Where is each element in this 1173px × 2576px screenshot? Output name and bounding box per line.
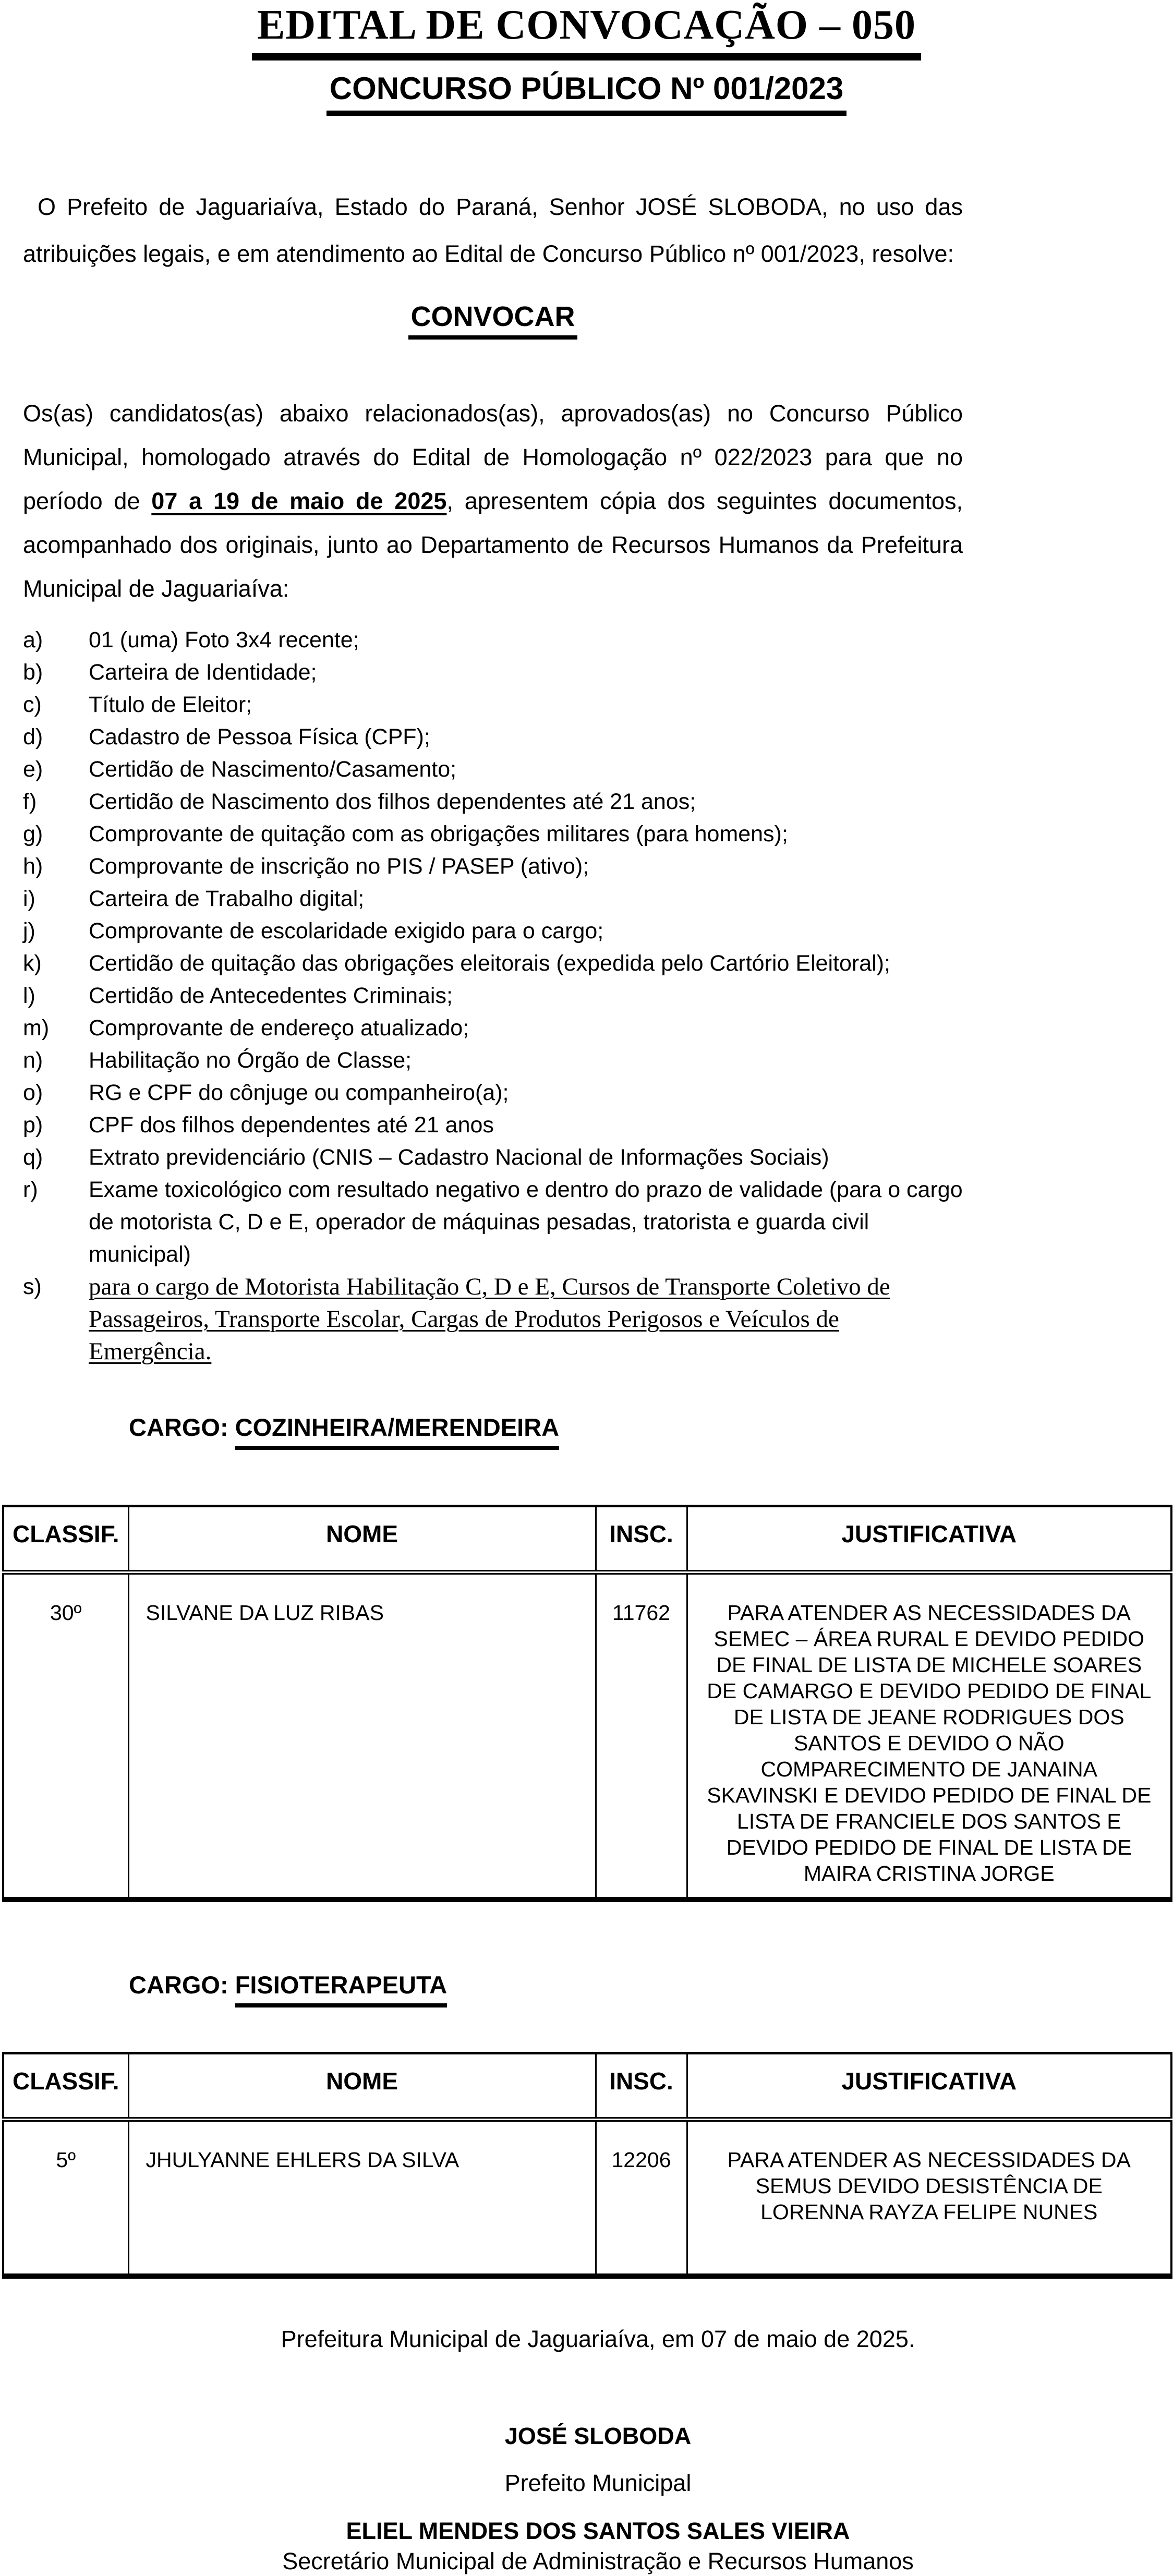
item-text: Certidão de Nascimento/Casamento;: [89, 757, 457, 782]
header-justificativa: JUSTIFICATIVA: [687, 1506, 1171, 1573]
item-marker: e): [23, 757, 43, 782]
body-paragraph-before: Os(as) candidatos(as) abaixo relacionados(as), aprovados(as) no Concurso Público Municipal, homologado através do Edital de Homologação nº 022/2023 para que no período de: [23, 400, 963, 514]
cargo-heading-cozinheira: [129, 1412, 1173, 1450]
item-text: Certidão de Antecedentes Criminais;: [89, 983, 453, 1008]
list-item-o: [23, 1077, 963, 1109]
item-marker: g): [23, 821, 43, 846]
document-title: EDITAL DE CONVOCAÇÃO – 050: [252, 4, 921, 61]
list-item-b: [23, 656, 963, 688]
cell-nome: SILVANE DA LUZ RIBAS: [128, 1573, 596, 1900]
list-item-n: [23, 1044, 963, 1077]
closing-date-line: Prefeitura Municipal de Jaguariaíva, em 07 de maio de 2025.: [281, 2325, 915, 2352]
list-item-a: [23, 624, 963, 656]
cargo-name: COZINHEIRA/MERENDEIRA: [235, 1412, 559, 1450]
item-text: Comprovante de inscrição no PIS / PASEP (ativo);: [89, 854, 589, 879]
intro-paragraph: O Prefeito de Jaguariaíva, Estado do Paraná, Senhor JOSÉ SLOBODA, no uso das atribuições legais, e em atendimento ao Edital de Concurso Público nº 001/2023, resolve:: [23, 193, 963, 267]
item-marker: i): [23, 886, 35, 911]
table-header-row: [3, 2053, 1171, 2120]
item-text: Carteira de Trabalho digital;: [89, 886, 365, 911]
list-item-k: [23, 947, 963, 979]
item-text: Comprovante de quitação com as obrigações militares (para homens);: [89, 821, 788, 846]
item-text: Exame toxicológico com resultado negativo e dentro do prazo de validade (para o cargo de motorista C, D e E, operador de máquinas pesadas, tratorista e guarda civil municipal): [89, 1177, 963, 1267]
item-marker: j): [23, 918, 35, 944]
item-text: Carteira de Identidade;: [89, 660, 317, 685]
header-nome: NOME: [128, 2053, 596, 2120]
cell-classif: 5º: [3, 2120, 128, 2276]
list-item-p: [23, 1109, 963, 1141]
item-marker: p): [23, 1112, 43, 1138]
item-text: Comprovante de escolaridade exigido para o cargo;: [89, 918, 604, 944]
cargo-heading-fisioterapeuta: [129, 1970, 1173, 2007]
signature-name-secretario: ELIEL MENDES DOS SANTOS SALES VIEIRA: [346, 2517, 850, 2544]
item-marker: c): [23, 692, 42, 717]
item-marker: k): [23, 951, 42, 976]
item-text: Certidão de Nascimento dos filhos dependentes até 21 anos;: [89, 789, 696, 814]
candidates-table-cozinheira: [2, 1505, 1172, 1902]
item-text: Cadastro de Pessoa Física (CPF);: [89, 724, 430, 749]
body-paragraph: [23, 392, 963, 611]
signature-role-prefeito: Prefeito Municipal: [504, 2469, 692, 2496]
list-item-s: [23, 1271, 963, 1368]
header-insc: INSC.: [596, 2053, 687, 2120]
item-marker: h): [23, 854, 43, 879]
item-marker: l): [23, 983, 35, 1008]
cell-justificativa: PARA ATENDER AS NECESSIDADES DA SEMEC – ÁREA RURAL E DEVIDO PEDIDO DE FINAL DE LISTA DE MICHELE SOARES DE CAMARGO E DEVIDO PEDIDO DE FINAL DE LISTA DE JEANE RODRIGUES DOS SANTOS E DEVIDO O NÃO COMPARECIMENTO DE JANAINA SKAVINSKI E DEVIDO PEDIDO DE FINAL DE LISTA DE FRANCIELE DOS SANTOS E DEVIDO PEDIDO DE FINAL DE LISTA DE MAIRA CRISTINA JORGE: [687, 1573, 1171, 1900]
item-marker: o): [23, 1080, 43, 1105]
signature-name-prefeito: JOSÉ SLOBODA: [504, 2422, 692, 2449]
item-marker: s): [23, 1274, 42, 1299]
table-row: [3, 1573, 1171, 1900]
body-paragraph-dates: 07 a 19 de maio de 2025: [151, 488, 447, 514]
list-item-g: [23, 818, 963, 850]
cell-insc: 12206: [596, 2120, 687, 2276]
item-marker: n): [23, 1048, 43, 1073]
item-marker: r): [23, 1177, 38, 1202]
item-marker: b): [23, 660, 43, 685]
header-insc: INSC.: [596, 1506, 687, 1573]
item-text: Extrato previdenciário (CNIS – Cadastro Nacional de Informações Sociais): [89, 1145, 829, 1170]
item-marker: d): [23, 724, 43, 749]
list-item-e: [23, 753, 963, 785]
item-text: Título de Eleitor;: [89, 692, 252, 717]
item-marker: m): [23, 1015, 50, 1041]
list-item-l: [23, 979, 963, 1012]
list-item-j: [23, 915, 963, 947]
cell-justificativa: PARA ATENDER AS NECESSIDADES DA SEMUS DEVIDO DESISTÊNCIA DE LORENNA RAYZA FELIPE NUNES: [687, 2120, 1171, 2276]
body-paragraph-after: , apresentem cópia dos seguintes documentos, acompanhado dos originais, junto ao Departamento de Recursos Humanos da Prefeitura Municipal de Jaguariaíva:: [23, 488, 963, 602]
item-text: CPF dos filhos dependentes até 21 anos: [89, 1112, 494, 1138]
header-classif: CLASSIF.: [3, 2053, 128, 2120]
list-item-i: [23, 882, 963, 915]
list-item-f: [23, 785, 963, 818]
item-marker: f): [23, 789, 37, 814]
list-item-q: [23, 1141, 963, 1174]
list-item-d: [23, 721, 963, 753]
table-row: [3, 2120, 1171, 2276]
signature-role-secretario: Secretário Municipal de Administração e Recursos Humanos: [282, 2547, 914, 2574]
item-text: Comprovante de endereço atualizado;: [89, 1015, 469, 1041]
document-subtitle: CONCURSO PÚBLICO Nº 001/2023: [326, 72, 847, 116]
cargo-label: CARGO:: [129, 1971, 235, 1999]
header-classif: CLASSIF.: [3, 1506, 128, 1573]
cargo-label: CARGO:: [129, 1413, 235, 1441]
list-item-r: [23, 1174, 963, 1271]
list-item-h: [23, 850, 963, 882]
convocar-heading: CONVOCAR: [408, 301, 577, 340]
cell-classif: 30º: [3, 1573, 128, 1900]
header-justificativa: JUSTIFICATIVA: [687, 2053, 1171, 2120]
cell-nome: JHULYANNE EHLERS DA SILVA: [128, 2120, 596, 2276]
item-text: RG e CPF do cônjuge ou companheiro(a);: [89, 1080, 509, 1105]
header-nome: NOME: [128, 1506, 596, 1573]
item-marker: a): [23, 627, 43, 652]
list-item-c: [23, 688, 963, 721]
list-item-m: [23, 1012, 963, 1044]
cargo-name: FISIOTERAPEUTA: [235, 1970, 447, 2007]
edital-document-page: [0, 2, 1173, 2574]
cell-insc: 11762: [596, 1573, 687, 1900]
item-text: Habilitação no Órgão de Classe;: [89, 1048, 412, 1073]
table-header-row: [3, 1506, 1171, 1573]
item-marker: q): [23, 1145, 43, 1170]
candidates-table-fisioterapeuta: [2, 2052, 1172, 2279]
item-text: 01 (uma) Foto 3x4 recente;: [89, 627, 359, 652]
document-checklist: [23, 624, 963, 1368]
item-text: Certidão de quitação das obrigações eleitorais (expedida pelo Cartório Eleitoral);: [89, 951, 890, 976]
item-text: para o cargo de Motorista Habilitação C, D e E, Cursos de Transporte Coletivo de Passageiros, Transporte Escolar, Cargas de Produtos Perigosos e Veículos de Emergência.: [89, 1273, 890, 1365]
